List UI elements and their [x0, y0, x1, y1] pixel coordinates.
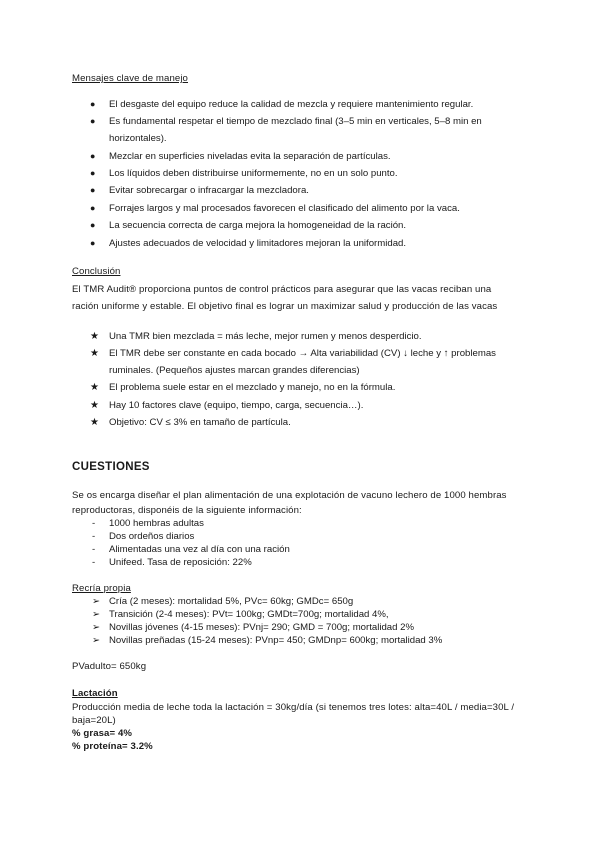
list-item: El problema suele estar en el mezclado y manejo, no en la fórmula. — [109, 382, 396, 393]
star-icon: ★ — [90, 382, 99, 393]
lactacion-line: Producción media de leche toda la lactación = 30kg/día (si tenemos tres lotes: alta=40L / media=30L / — [72, 702, 515, 713]
list-item-continuation: horizontales). — [109, 133, 167, 144]
section-heading-lactacion: Lactación — [72, 688, 118, 699]
arrow-bullet-icon: ➢ — [92, 596, 101, 607]
dash-marker: - — [92, 531, 96, 542]
list-item: Dos ordeños diarios — [109, 531, 195, 542]
star-icon: ★ — [90, 417, 99, 428]
list-item: Novillas jóvenes (4-15 meses): PVnj= 290; GMD = 700g; mortalidad 2% — [109, 622, 415, 633]
section-heading-cuestiones: CUESTIONES — [72, 461, 150, 473]
bullet-icon: ● — [90, 116, 96, 126]
list-item-continuation: ruminales. (Pequeños ajustes marcan grandes diferencias) — [109, 365, 360, 376]
dash-marker: - — [92, 557, 96, 568]
section-heading-mensajes: Mensajes clave de manejo — [72, 73, 188, 84]
bullet-icon: ● — [90, 168, 96, 178]
list-item: Novillas preñadas (15-24 meses): PVnp= 450; GMDnp= 600kg; mortalidad 3% — [109, 635, 443, 646]
list-item: 1000 hembras adultas — [109, 518, 204, 529]
star-icon: ★ — [90, 331, 99, 342]
cuestiones-intro-line: Se os encarga diseñar el plan alimentación de una explotación de vacuno lechero de 1000 hembras — [72, 490, 507, 501]
proteina-value: % proteína= 3.2% — [72, 741, 153, 752]
list-item: Transición (2-4 meses): PVt= 100kg; GMDt=700g; mortalidad 4%, — [109, 609, 389, 620]
dash-marker: - — [92, 544, 96, 555]
section-heading-recria: Recría propia — [72, 583, 131, 594]
dash-marker: - — [92, 518, 96, 529]
cuestiones-intro-line: reproductoras, disponéis de la siguiente información: — [72, 505, 302, 516]
bullet-icon: ● — [90, 151, 96, 161]
list-item: El desgaste del equipo reduce la calidad de mezcla y requiere mantenimiento regular. — [109, 99, 474, 110]
bullet-icon: ● — [90, 220, 96, 230]
arrow-bullet-icon: ➢ — [92, 609, 101, 620]
arrow-bullet-icon: ➢ — [92, 622, 101, 633]
star-icon: ★ — [90, 348, 99, 359]
bullet-icon: ● — [90, 99, 96, 109]
list-item: Evitar sobrecargar o infracargar la mezcladora. — [109, 185, 309, 196]
list-item: Unifeed. Tasa de reposición: 22% — [109, 557, 252, 568]
bullet-icon: ● — [90, 203, 96, 213]
lactacion-line: baja=20L) — [72, 715, 116, 726]
conclusion-paragraph-line: ración uniforme y estable. El objetivo final es lograr un maximizar salud y producción de las vacas — [72, 301, 498, 312]
arrow-bullet-icon: ➢ — [92, 635, 101, 646]
list-item: Ajustes adecuados de velocidad y limitadores mejoran la uniformidad. — [109, 238, 407, 249]
list-item: La secuencia correcta de carga mejora la homogeneidad de la ración. — [109, 220, 407, 231]
bullet-icon: ● — [90, 238, 96, 248]
section-heading-conclusion: Conclusión — [72, 266, 121, 277]
grasa-value: % grasa= 4% — [72, 728, 133, 739]
star-icon: ★ — [90, 400, 99, 411]
list-item: El TMR debe ser constante en cada bocado → Alta variabilidad (CV) ↓ leche y ↑ problemas — [109, 348, 496, 359]
list-item: Alimentadas una vez al día con una ración — [109, 544, 290, 555]
list-item: Mezclar en superficies niveladas evita la separación de partículas. — [109, 151, 391, 162]
list-item: Objetivo: CV ≤ 3% en tamaño de partícula. — [109, 417, 291, 428]
list-item: Una TMR bien mezclada = más leche, mejor rumen y menos desperdicio. — [109, 331, 422, 342]
conclusion-paragraph-line: El TMR Audit® proporciona puntos de control prácticos para asegurar que las vacas reciban una — [72, 284, 492, 295]
list-item: Forrajes largos y mal procesados favorecen el clasificado del alimento por la vaca. — [109, 203, 460, 214]
list-item: Hay 10 factores clave (equipo, tiempo, carga, secuencia…). — [109, 400, 364, 411]
pv-adulto: PVadulto= 650kg — [72, 661, 147, 672]
list-item: Cría (2 meses): mortalidad 5%, PVc= 60kg; GMDc= 650g — [109, 596, 354, 607]
bullet-icon: ● — [90, 185, 96, 195]
list-item: Es fundamental respetar el tiempo de mezclado final (3–5 min en verticales, 5–8 min en — [109, 116, 482, 127]
list-item: Los líquidos deben distribuirse uniformemente, no en un solo punto. — [109, 168, 398, 179]
